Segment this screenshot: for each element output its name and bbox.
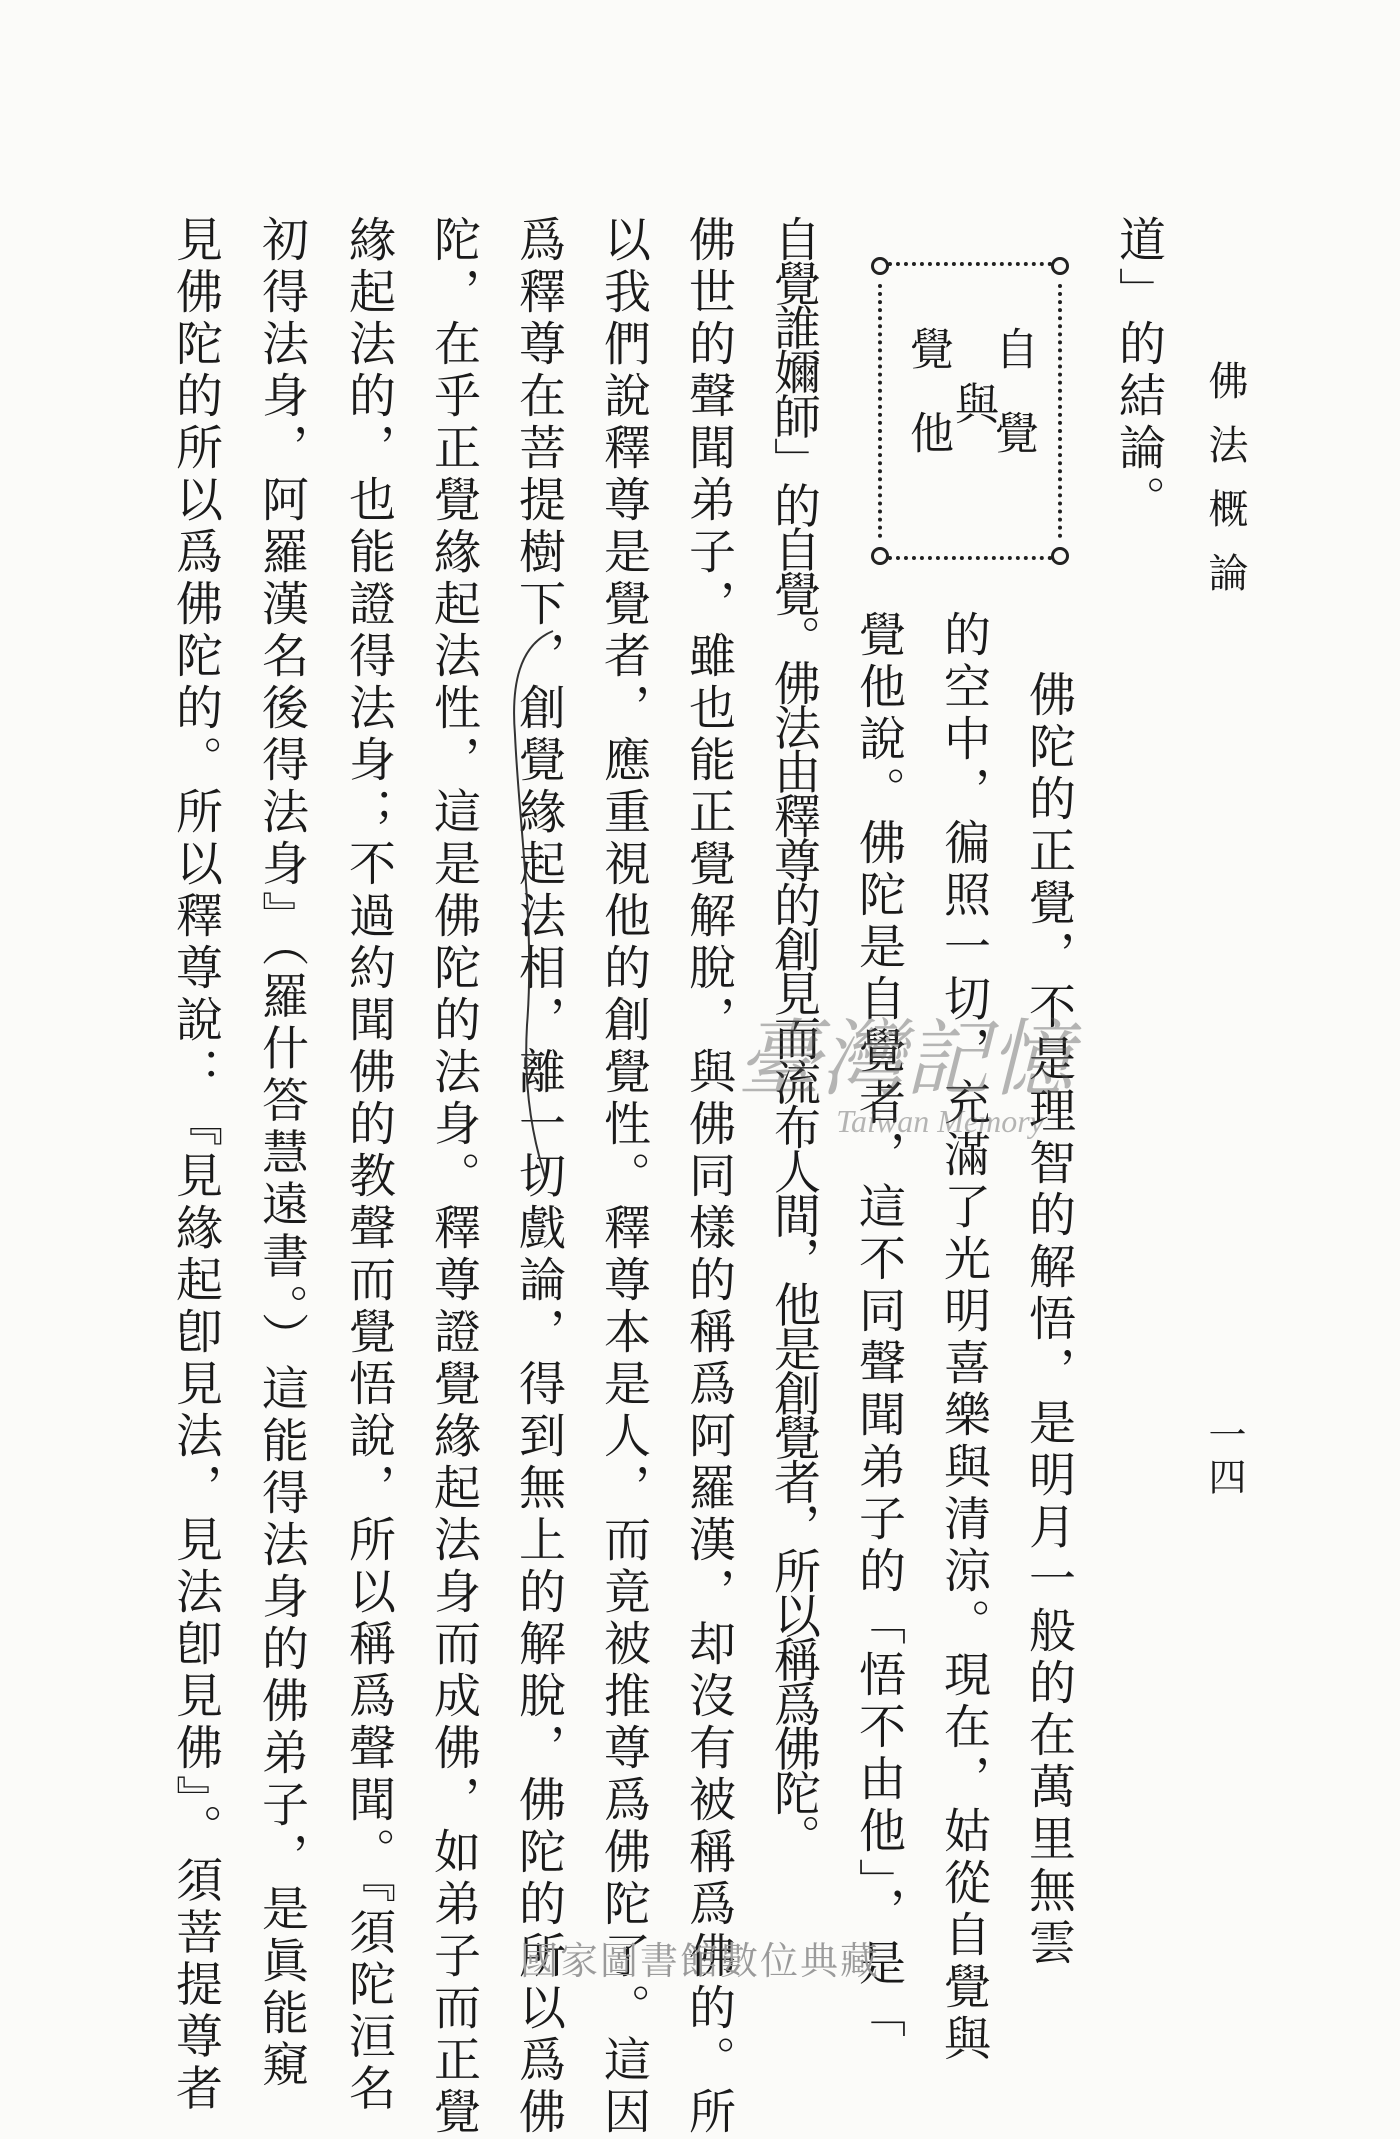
text-column: 道」的結論。	[1111, 215, 1166, 527]
svg-text:臺灣記憶: 臺灣記憶	[736, 1010, 1074, 1108]
text-column: 覺他說。佛陀是自覺者，這不同聲聞弟子的「悟不由他」，是「	[851, 610, 906, 2043]
text-column: 見佛陀的所以爲佛陀的。所以釋尊說：『見緣起卽見法，見法卽見佛』。須菩提尊者	[168, 215, 223, 2116]
book-title: 佛法概論	[1202, 360, 1248, 616]
box-border-left	[878, 284, 882, 538]
text-column: 陀，在乎正覺緣起法性，這是佛陀的法身。釋尊證覺緣起法身而成佛，如弟子而正覺	[426, 215, 481, 2139]
corner-dot-icon	[1051, 547, 1069, 565]
page-number: 一四	[1202, 1415, 1246, 1499]
svg-text:Taiwan Memory: Taiwan Memory	[836, 1103, 1044, 1139]
heading-line-2: 覺他	[902, 326, 953, 494]
section-heading-box	[880, 262, 1060, 560]
text-column: 佛世的聲聞弟子，雖也能正覺解脫，與佛同樣的稱爲阿羅漢，却沒有被稱爲佛的。所	[681, 215, 736, 2139]
heading-line-1: 自覺	[987, 326, 1038, 494]
text-column: 以我們說釋尊是覺者，應重視他的創覺性。釋尊本是人，而竟被推尊爲佛陀了。這因	[596, 215, 651, 2139]
text-column: 爲釋尊在菩提樹下，創覺緣起法相，離一切戲論，得到無上的解脫，佛陀的所以爲佛	[511, 215, 566, 2139]
text-column: 佛陀的正覺，不是理智的解悟，是明月一般的在萬里無雲	[1021, 670, 1076, 1970]
heading-connector: 與	[947, 381, 998, 430]
text-column: 自覺誰嬭師」的自覺。佛法由釋尊的創見而流布人間，他是創覺者，所以稱爲佛陀。	[766, 215, 821, 1858]
pencil-annotation	[505, 625, 565, 1185]
box-border-right	[1058, 284, 1062, 538]
corner-dot-icon	[871, 547, 889, 565]
text-column: 的空中，徧照一切，充滿了光明喜樂與清涼。現在，姑從自覺與	[936, 610, 991, 2066]
corner-dot-icon	[1051, 257, 1069, 275]
taiwan-memory-watermark	[690, 1010, 1120, 1140]
text-column: 緣起法的，也能證得法身；不過約聞佛的教聲而覺悟說，所以稱爲聲聞。『須陀洹名	[341, 215, 396, 2116]
corner-dot-icon	[871, 257, 889, 275]
text-column: 初得法身，阿羅漢名後得法身』（羅什答慧遠書。）這能得法身的佛弟子，是眞能窺	[254, 215, 309, 2092]
library-credit: 國家圖書館數位典藏	[519, 1939, 880, 1983]
